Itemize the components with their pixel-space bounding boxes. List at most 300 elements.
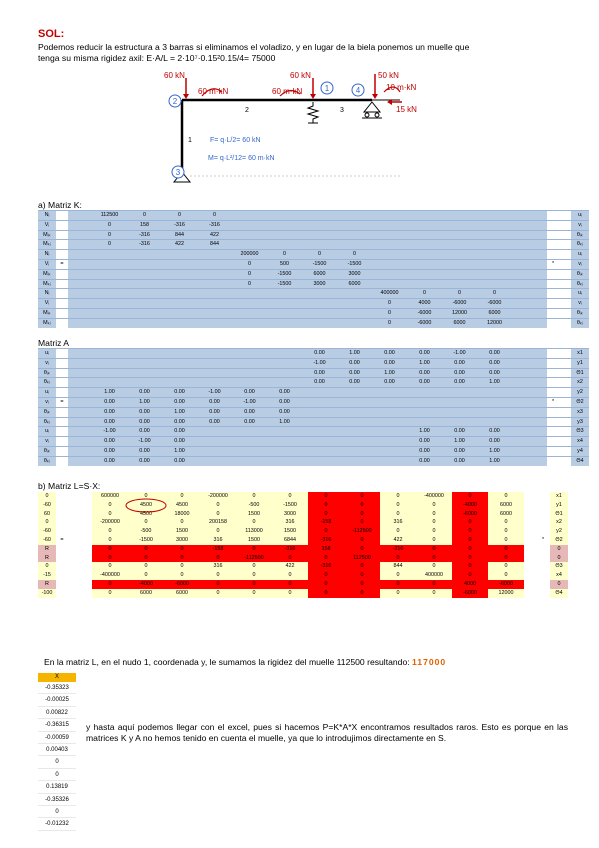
matrix-cell: -316 bbox=[272, 545, 308, 554]
matrix-cell: 316 bbox=[200, 562, 236, 571]
matrix-cell bbox=[92, 289, 127, 299]
operator-label bbox=[56, 220, 68, 230]
matrix-cell: -1500 bbox=[128, 536, 164, 545]
matrix-cell bbox=[267, 308, 302, 318]
matrix-cell: 0 bbox=[488, 536, 524, 545]
matrix-cell: 0.00 bbox=[92, 437, 127, 447]
matrix-cell: 0 bbox=[344, 580, 380, 589]
matrix-cell bbox=[162, 368, 197, 378]
row-label: Mᵢₖ bbox=[38, 269, 56, 279]
matrix-cell: 0.00 bbox=[232, 388, 267, 398]
matrix-cell bbox=[559, 358, 571, 368]
spring-icon bbox=[308, 102, 318, 123]
matrix-cell bbox=[232, 446, 267, 456]
matrix-cell: -1.00 bbox=[232, 397, 267, 407]
row-label: vᵢ bbox=[38, 437, 56, 447]
matrix-cell bbox=[68, 527, 92, 536]
matrix-cell: 0 bbox=[452, 571, 488, 580]
matrix-cell: -316 bbox=[308, 536, 344, 545]
matrix-cell: 0 bbox=[308, 501, 344, 510]
matrix-cell: 0.00 bbox=[267, 397, 302, 407]
matrix-cell bbox=[197, 308, 232, 318]
row-label: R bbox=[38, 554, 56, 563]
matrix-table bbox=[38, 348, 589, 466]
row-label: Vᵢ bbox=[38, 220, 56, 230]
operator-label bbox=[547, 240, 559, 250]
operator-label bbox=[56, 388, 68, 398]
matrix-cell bbox=[197, 446, 232, 456]
x-value: -0.35323 bbox=[38, 682, 76, 694]
matrix-cell: 400000 bbox=[372, 289, 407, 299]
matrix-cell bbox=[337, 318, 372, 327]
matrix-cell: 0.00 bbox=[267, 407, 302, 417]
matrix-cell: 0 bbox=[488, 562, 524, 571]
matrix-cell bbox=[477, 230, 512, 240]
operator-label bbox=[536, 501, 550, 510]
matrix-cell bbox=[68, 417, 92, 427]
matrix-cell: -1.00 bbox=[92, 427, 127, 437]
matrix-cell bbox=[232, 349, 267, 359]
matrix-cell: 0 bbox=[416, 545, 452, 554]
operator-label bbox=[536, 562, 550, 571]
matrix-cell bbox=[559, 279, 571, 289]
matrix-cell bbox=[524, 589, 536, 598]
matrix-cell: 0 bbox=[200, 527, 236, 536]
matrix-cell bbox=[512, 250, 547, 260]
matrix-cell: 0 bbox=[344, 545, 380, 554]
row-label: 0 bbox=[38, 492, 56, 501]
matrix-cell: 0.00 bbox=[162, 397, 197, 407]
matrix-cell bbox=[68, 289, 92, 299]
intro-line-1: Podemos reducir la estructura a 3 barras si eliminamos el voladizo, y en lugar de la biela ponemos un muelle que bbox=[38, 42, 470, 52]
matrix-row bbox=[38, 230, 589, 240]
row-label: Mₖᵢ bbox=[38, 318, 56, 327]
matrix-cell bbox=[477, 220, 512, 230]
matrix-cell: 1500 bbox=[164, 527, 200, 536]
row-label: θᵢₖ bbox=[38, 407, 56, 417]
matrix-cell bbox=[68, 259, 92, 269]
spring-note-value: 117000 bbox=[412, 657, 447, 667]
matrix-cell: 0 bbox=[272, 589, 308, 598]
note-label: M= q·L²/12= 60 m·kN bbox=[208, 155, 275, 162]
node-label: 2 bbox=[172, 97, 178, 106]
matrix-cell: 0 bbox=[92, 580, 128, 589]
matrix-cell: 1.00 bbox=[337, 349, 372, 359]
operator-label bbox=[56, 378, 68, 388]
matrix-cell bbox=[337, 240, 372, 250]
matrix-cell: 0 bbox=[452, 527, 488, 536]
matrix-cell bbox=[337, 299, 372, 309]
matrix-cell: 422 bbox=[272, 562, 308, 571]
matrix-cell: 0.00 bbox=[232, 407, 267, 417]
matrix-cell bbox=[477, 211, 512, 221]
matrix-cell: 0 bbox=[416, 518, 452, 527]
matrix-cell: -316 bbox=[380, 545, 416, 554]
matrix-cell: 0 bbox=[442, 289, 477, 299]
matrix-cell: 0 bbox=[416, 501, 452, 510]
matrix-cell: 0.00 bbox=[302, 349, 337, 359]
matrix-cell: 0 bbox=[92, 230, 127, 240]
matrix-cell: 0 bbox=[197, 211, 232, 221]
matrix-cell: 0 bbox=[236, 518, 272, 527]
matrix-cell bbox=[372, 397, 407, 407]
row-label: θᵢₖ bbox=[571, 308, 589, 318]
matrix-cell: 0 bbox=[344, 510, 380, 519]
row-label: θₖᵢ bbox=[38, 417, 56, 427]
matrix-cell bbox=[68, 446, 92, 456]
x-value: -0.35326 bbox=[38, 794, 76, 806]
matrix-cell bbox=[197, 289, 232, 299]
matrix-cell bbox=[267, 446, 302, 456]
row-label: Θ3 bbox=[571, 427, 589, 437]
matrix-cell bbox=[302, 407, 337, 417]
matrix-cell bbox=[337, 388, 372, 398]
matrix-cell: 0 bbox=[92, 562, 128, 571]
matrix-cell bbox=[267, 211, 302, 221]
matrix-cell: 0 bbox=[344, 492, 380, 501]
matrix-cell: 0 bbox=[452, 545, 488, 554]
matrix-cell bbox=[68, 427, 92, 437]
matrix-cell bbox=[197, 456, 232, 465]
section-a-title: a) Matriz K: bbox=[38, 200, 82, 210]
matrix-cell bbox=[477, 269, 512, 279]
matrix-cell: 0 bbox=[164, 492, 200, 501]
matrix-cell: 0.00 bbox=[477, 368, 512, 378]
row-label: -60 bbox=[38, 501, 56, 510]
matrix-cell bbox=[568, 501, 580, 510]
matrix-cell: 0.00 bbox=[127, 446, 162, 456]
matrix-cell bbox=[372, 211, 407, 221]
matrix-cell bbox=[442, 230, 477, 240]
row-label: x2 bbox=[550, 518, 568, 527]
matrix-cell: 0 bbox=[92, 501, 128, 510]
row-label: x1 bbox=[571, 349, 589, 359]
matrix-cell: 0 bbox=[164, 562, 200, 571]
operator-label bbox=[56, 518, 68, 527]
row-label: y4 bbox=[571, 446, 589, 456]
matrix-cell bbox=[512, 279, 547, 289]
matrix-cell bbox=[512, 368, 547, 378]
matrix-cell: 0.00 bbox=[407, 349, 442, 359]
matrix-cell: 6844 bbox=[272, 536, 308, 545]
matrix-cell: 0 bbox=[372, 308, 407, 318]
matrix-cell bbox=[407, 388, 442, 398]
matrix-cell: 6000 bbox=[477, 308, 512, 318]
matrix-cell bbox=[197, 437, 232, 447]
spring-note-text: En la matriz L, en el nudo 1, coordenada y, le sumamos la rigidez del muelle 112500 resultando: bbox=[44, 657, 410, 667]
operator-label bbox=[547, 279, 559, 289]
row-label: y1 bbox=[550, 501, 568, 510]
matrix-cell bbox=[68, 492, 92, 501]
matrix-cell bbox=[68, 279, 92, 289]
matrix-cell: 0 bbox=[344, 501, 380, 510]
matrix-cell: 0 bbox=[308, 527, 344, 536]
matrix-cell: 113000 bbox=[236, 527, 272, 536]
matrix-cell bbox=[68, 240, 92, 250]
matrix-a bbox=[38, 348, 584, 470]
operator-label bbox=[56, 589, 68, 598]
matrix-cell: 1.00 bbox=[477, 456, 512, 465]
matrix-row bbox=[38, 407, 589, 417]
matrix-cell bbox=[512, 456, 547, 465]
bar-label: 2 bbox=[245, 107, 249, 114]
row-label: Vᵢ bbox=[38, 299, 56, 309]
matrix-cell: 0 bbox=[200, 589, 236, 598]
matrix-cell: 6000 bbox=[337, 279, 372, 289]
matrix-cell bbox=[372, 240, 407, 250]
matrix-cell bbox=[512, 269, 547, 279]
row-label: vᵢ bbox=[38, 397, 56, 407]
matrix-cell: 0 bbox=[127, 211, 162, 221]
matrix-cell: 3000 bbox=[337, 269, 372, 279]
load-label: 60 m·kN bbox=[198, 87, 229, 96]
matrix-cell: 0 bbox=[232, 269, 267, 279]
matrix-cell bbox=[372, 437, 407, 447]
matrix-cell bbox=[68, 407, 92, 417]
matrix-cell bbox=[68, 510, 92, 519]
matrix-cell: 0.00 bbox=[127, 388, 162, 398]
matrix-cell bbox=[337, 289, 372, 299]
matrix-cell bbox=[162, 349, 197, 359]
matrix-cell: 0.00 bbox=[162, 388, 197, 398]
matrix-cell: 1.00 bbox=[442, 437, 477, 447]
matrix-cell bbox=[197, 368, 232, 378]
matrix-cell bbox=[442, 407, 477, 417]
row-label: Mₖᵢ bbox=[38, 279, 56, 289]
load-label: 50 kN bbox=[378, 71, 399, 80]
matrix-cell: 18000 bbox=[164, 510, 200, 519]
matrix-cell: 112500 bbox=[92, 211, 127, 221]
matrix-cell bbox=[568, 518, 580, 527]
operator-label bbox=[56, 349, 68, 359]
matrix-cell bbox=[559, 437, 571, 447]
matrix-cell: 4500 bbox=[128, 501, 164, 510]
matrix-cell bbox=[477, 240, 512, 250]
matrix-cell bbox=[559, 308, 571, 318]
matrix-cell: 0 bbox=[416, 527, 452, 536]
matrix-cell bbox=[559, 240, 571, 250]
matrix-cell: 0 bbox=[164, 554, 200, 563]
matrix-cell: 0 bbox=[416, 554, 452, 563]
matrix-row bbox=[38, 417, 589, 427]
matrix-cell: -1500 bbox=[267, 269, 302, 279]
matrix-cell: -1500 bbox=[267, 279, 302, 289]
matrix-cell bbox=[407, 240, 442, 250]
matrix-cell: 500 bbox=[267, 259, 302, 269]
matrix-cell bbox=[337, 220, 372, 230]
matrix-cell: 0.00 bbox=[92, 417, 127, 427]
matrix-cell bbox=[372, 220, 407, 230]
matrix-cell bbox=[407, 407, 442, 417]
matrix-cell bbox=[559, 259, 571, 269]
row-label: uᵢ bbox=[571, 250, 589, 260]
matrix-cell: 422 bbox=[162, 240, 197, 250]
operator-label bbox=[547, 427, 559, 437]
matrix-cell: 3000 bbox=[302, 279, 337, 289]
matrix-cell bbox=[68, 397, 92, 407]
matrix-cell bbox=[512, 220, 547, 230]
matrix-cell: 0 bbox=[344, 589, 380, 598]
row-label: x3 bbox=[571, 407, 589, 417]
matrix-k bbox=[38, 210, 584, 340]
matrix-cell bbox=[92, 349, 127, 359]
matrix-cell: 0.00 bbox=[92, 446, 127, 456]
row-label: y3 bbox=[571, 417, 589, 427]
row-label: R bbox=[38, 545, 56, 554]
matrix-cell: 0 bbox=[272, 554, 308, 563]
matrix-cell: -1.00 bbox=[197, 388, 232, 398]
matrix-row bbox=[38, 259, 589, 269]
matrix-cell bbox=[442, 397, 477, 407]
matrix-cell: -400000 bbox=[92, 571, 128, 580]
matrix-cell: 0 bbox=[308, 589, 344, 598]
matrix-cell bbox=[68, 554, 92, 563]
row-label: x2 bbox=[571, 378, 589, 388]
matrix-cell bbox=[407, 417, 442, 427]
matrix-cell: 0 bbox=[380, 527, 416, 536]
matrix-cell bbox=[267, 368, 302, 378]
matrix-cell: -112500 bbox=[236, 554, 272, 563]
matrix-cell bbox=[559, 417, 571, 427]
x-value: -0.36315 bbox=[38, 719, 76, 731]
matrix-cell bbox=[337, 456, 372, 465]
matrix-cell bbox=[477, 259, 512, 269]
matrix-cell: 0 bbox=[416, 580, 452, 589]
row-label: θₖᵢ bbox=[571, 240, 589, 250]
matrix-cell: 0 bbox=[488, 527, 524, 536]
matrix-cell bbox=[512, 289, 547, 299]
matrix-cell bbox=[232, 456, 267, 465]
matrix-cell: 0 bbox=[380, 589, 416, 598]
matrix-cell bbox=[512, 299, 547, 309]
operator-label bbox=[536, 580, 550, 589]
matrix-cell: 0.00 bbox=[337, 378, 372, 388]
matrix-cell bbox=[68, 220, 92, 230]
matrix-cell: 0 bbox=[308, 580, 344, 589]
row-label: 0 bbox=[550, 554, 568, 563]
matrix-cell: 0.00 bbox=[197, 397, 232, 407]
operator-label bbox=[547, 358, 559, 368]
matrix-cell bbox=[68, 437, 92, 447]
matrix-cell bbox=[68, 349, 92, 359]
matrix-cell bbox=[302, 417, 337, 427]
matrix-cell: 4500 bbox=[128, 510, 164, 519]
matrix-cell: 1.00 bbox=[127, 397, 162, 407]
matrix-cell: 1500 bbox=[272, 527, 308, 536]
matrix-cell bbox=[232, 289, 267, 299]
matrix-cell bbox=[568, 510, 580, 519]
matrix-cell: 0 bbox=[372, 299, 407, 309]
matrix-cell bbox=[68, 269, 92, 279]
matrix-cell: 1.00 bbox=[407, 358, 442, 368]
matrix-cell: 0 bbox=[308, 492, 344, 501]
bar-label: 3 bbox=[340, 107, 344, 114]
matrix-cell: 0 bbox=[272, 580, 308, 589]
row-label: Mₖᵢ bbox=[38, 240, 56, 250]
matrix-row bbox=[38, 545, 580, 554]
matrix-cell bbox=[337, 446, 372, 456]
matrix-cell: -316 bbox=[308, 562, 344, 571]
matrix-cell bbox=[267, 240, 302, 250]
operator-label bbox=[56, 580, 68, 589]
matrix-row bbox=[38, 378, 589, 388]
operator-label bbox=[56, 407, 68, 417]
matrix-cell bbox=[162, 279, 197, 289]
matrix-cell bbox=[407, 259, 442, 269]
matrix-cell bbox=[197, 349, 232, 359]
row-label: Θ4 bbox=[571, 456, 589, 465]
matrix-cell bbox=[337, 437, 372, 447]
matrix-cell bbox=[232, 211, 267, 221]
matrix-cell bbox=[524, 492, 536, 501]
matrix-cell: 0 bbox=[128, 518, 164, 527]
matrix-cell bbox=[442, 417, 477, 427]
node-label: 1 bbox=[324, 84, 330, 93]
matrix-cell: -6000 bbox=[488, 580, 524, 589]
matrix-cell: 112500 bbox=[344, 554, 380, 563]
matrix-cell: 0 bbox=[272, 571, 308, 580]
row-label: R bbox=[38, 580, 56, 589]
matrix-cell: 0 bbox=[200, 501, 236, 510]
matrix-cell bbox=[92, 378, 127, 388]
matrix-cell bbox=[127, 259, 162, 269]
matrix-cell bbox=[442, 388, 477, 398]
matrix-row bbox=[38, 562, 580, 571]
matrix-cell bbox=[372, 269, 407, 279]
matrix-cell bbox=[337, 407, 372, 417]
matrix-cell bbox=[232, 368, 267, 378]
operator-label bbox=[536, 510, 550, 519]
row-label: Nᵢ bbox=[38, 250, 56, 260]
matrix-row bbox=[38, 269, 589, 279]
operator-label bbox=[56, 308, 68, 318]
row-label: Θ3 bbox=[550, 562, 568, 571]
row-label: Θ4 bbox=[550, 589, 568, 598]
row-label: 0 bbox=[550, 580, 568, 589]
matrix-cell: 0.00 bbox=[162, 456, 197, 465]
matrix-cell: 0 bbox=[477, 289, 512, 299]
matrix-cell: -316 bbox=[162, 220, 197, 230]
matrix-cell bbox=[559, 388, 571, 398]
x-value: 0 bbox=[38, 769, 76, 781]
matrix-cell bbox=[302, 240, 337, 250]
matrix-cell bbox=[162, 250, 197, 260]
matrix-cell bbox=[162, 269, 197, 279]
matrix-cell bbox=[372, 427, 407, 437]
matrix-cell: 0.00 bbox=[197, 407, 232, 417]
matrix-cell bbox=[477, 417, 512, 427]
matrix-cell: 0 bbox=[488, 571, 524, 580]
matrix-cell: 0 bbox=[236, 589, 272, 598]
matrix-cell bbox=[512, 318, 547, 327]
matrix-cell bbox=[92, 259, 127, 269]
operator-label bbox=[536, 589, 550, 598]
matrix-cell: 0.00 bbox=[442, 427, 477, 437]
matrix-cell: 0.00 bbox=[407, 368, 442, 378]
matrix-cell bbox=[512, 240, 547, 250]
matrix-cell: 1.00 bbox=[477, 378, 512, 388]
row-label: uᵢ bbox=[38, 427, 56, 437]
matrix-cell: 0 bbox=[267, 250, 302, 260]
matrix-cell bbox=[372, 388, 407, 398]
matrix-cell: 0 bbox=[452, 554, 488, 563]
matrix-cell bbox=[372, 417, 407, 427]
matrix-cell: 0 bbox=[372, 318, 407, 327]
operator-label bbox=[547, 220, 559, 230]
matrix-cell: 0.00 bbox=[372, 349, 407, 359]
operator-label bbox=[536, 492, 550, 501]
matrix-cell: 6000 bbox=[302, 269, 337, 279]
